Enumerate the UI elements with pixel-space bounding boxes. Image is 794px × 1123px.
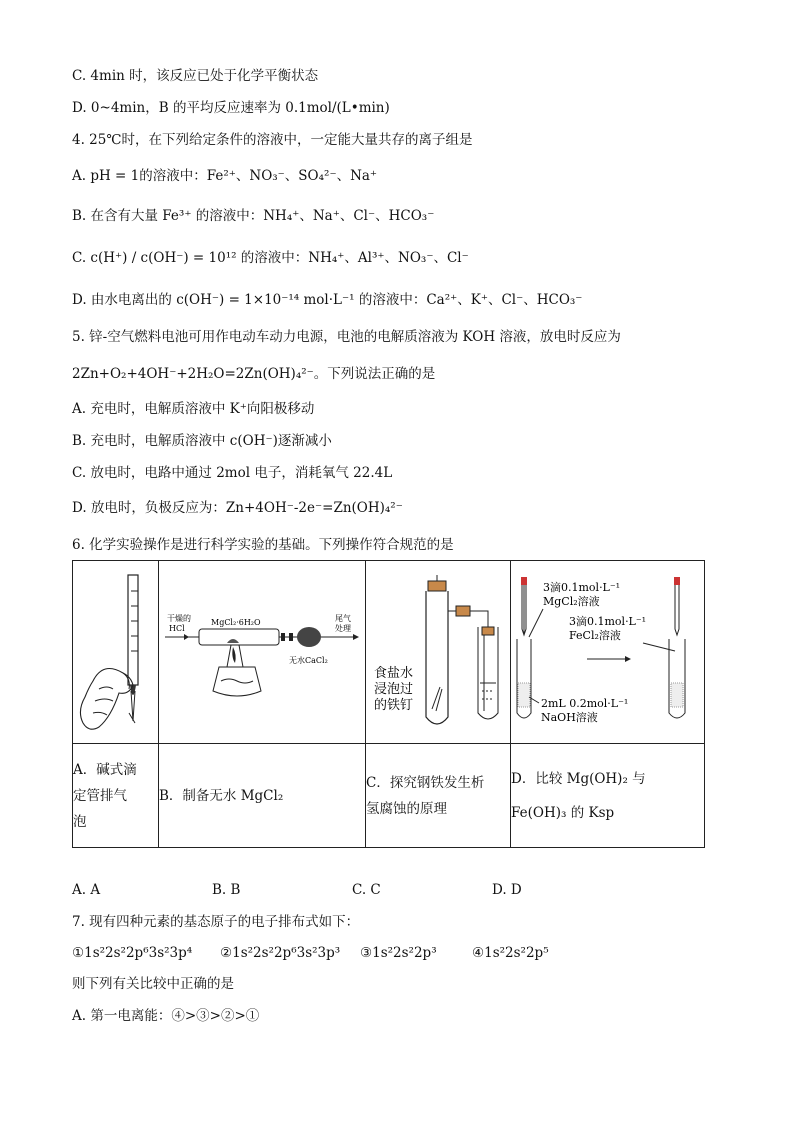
q5-stem: 5. 锌-空气燃料电池可用作电动车动力电源，电池的电解质溶液为 KOH 溶液，放电时反应为 <box>72 329 621 345</box>
corrosion-apparatus-illustration <box>366 561 511 739</box>
label-fecl2-solution: FeCl₂溶液 <box>569 629 621 642</box>
q5-option-a: A. 充电时，电解质溶液中 K⁺向阳极移动 <box>72 401 315 417</box>
q7-follow: 则下列有关比较中正确的是 <box>72 976 234 992</box>
ksp-comparison-illustration <box>511 561 705 739</box>
q5-option-c: C. 放电时，电路中通过 2mol 电子，消耗氧气 22.4L <box>72 465 393 481</box>
label-fe-drops: 3滴0.1mol·L⁻¹ <box>569 615 647 628</box>
figure-d-cell <box>511 561 705 744</box>
label-iron-nail: 的铁钉 <box>374 698 414 713</box>
mgcl2-apparatus-illustration <box>159 561 366 739</box>
q4-option-d: D. 由水电离出的 c(OH⁻) = 1×10⁻¹⁴ mol·L⁻¹ 的溶液中：Ca²⁺、K⁺、Cl⁻、HCO₃⁻ <box>72 292 583 308</box>
q6-stem: 6. 化学实验操作是进行科学实验的基础。下列操作符合规范的是 <box>72 537 454 553</box>
label-saltwater: 食盐水 <box>374 666 414 681</box>
q6-answer-options <box>72 882 632 898</box>
q6-answer-a: A. A <box>72 882 101 898</box>
label-soaked: 浸泡过 <box>374 682 414 697</box>
figure-b-cell <box>159 561 366 744</box>
q4-option-b: B. 在含有大量 Fe³⁺ 的溶液中：NH₄⁺、Na⁺、Cl⁻、HCO₃⁻ <box>72 208 435 224</box>
caption-d <box>511 744 705 848</box>
label-exhaust: 尾气 <box>335 614 351 623</box>
caption-c-line1: C．探究钢铁发生析 <box>366 774 485 791</box>
q7-config-1: ①1s²2s²2p⁶3s²3p⁴ <box>72 945 193 961</box>
q6-answer-d: D. D <box>492 882 522 898</box>
label-mgcl2-hydrate: MgCl₂·6H₂O <box>211 618 261 627</box>
q7-option-a: A. 第一电离能：④>③>②>① <box>72 1008 260 1024</box>
q7-config-3: ③1s²2s²2p³ <box>360 945 437 961</box>
q7-configurations <box>72 943 592 963</box>
figure-a-cell <box>73 561 159 744</box>
caption-b <box>159 744 366 848</box>
q5-equation: 2Zn+O₂+4OH⁻+2H₂O=2Zn(OH)₄²⁻。下列说法正确的是 <box>72 366 436 382</box>
caption-a-line1: A．碱式滴 <box>73 761 137 778</box>
caption-b-line1: B．制备无水 MgCl₂ <box>159 787 284 804</box>
label-dry: 干燥的 <box>167 614 191 623</box>
caption-a <box>73 744 159 848</box>
q3-option-d: D. 0~4min，B 的平均反应速率为 0.1mol/(L•min) <box>72 100 390 116</box>
q5-option-b: B. 充电时，电解质溶液中 c(OH⁻)逐渐减小 <box>72 433 332 449</box>
label-anhydrous-cacl2: 无水CaCl₂ <box>289 656 328 665</box>
caption-c <box>366 744 511 848</box>
q4-option-a: A. pH = 1的溶液中：Fe²⁺、NO₃⁻、SO₄²⁻、Na⁺ <box>72 168 378 184</box>
label-naoh-volume: 2mL 0.2mol·L⁻¹ <box>541 697 629 710</box>
q7-stem: 7. 现有四种元素的基态原子的电子排布式如下： <box>72 914 360 930</box>
label-mgcl2-solution: MgCl₂溶液 <box>543 595 600 608</box>
caption-a-line2: 定管排气 <box>73 787 127 804</box>
q7-config-2: ②1s²2s²2p⁶3s²3p³ <box>220 945 341 961</box>
figure-c-cell <box>366 561 511 744</box>
caption-d-line2: Fe(OH)₃ 的 Ksp <box>511 804 615 821</box>
caption-a-line3: 泡 <box>73 813 87 830</box>
q4-stem: 4. 25℃时，在下列给定条件的溶液中，一定能大量共存的离子组是 <box>72 132 473 148</box>
q4-option-c: C. c(H⁺) / c(OH⁻) = 10¹² 的溶液中：NH₄⁺、Al³⁺、NO₃⁻、Cl⁻ <box>72 250 469 266</box>
caption-d-line1: D．比较 Mg(OH)₂ 与 <box>511 770 646 787</box>
label-treatment: 处理 <box>335 624 351 633</box>
q7-config-4: ④1s²2s²2p⁵ <box>472 945 549 961</box>
label-hcl: HCl <box>169 624 185 633</box>
q5-option-d: D. 放电时，负极反应为：Zn+4OH⁻-2e⁻=Zn(OH)₄²⁻ <box>72 500 403 516</box>
q6-answer-c: C. C <box>352 882 381 898</box>
burette-hand-illustration <box>73 561 159 739</box>
q6-answer-b: B. B <box>212 882 241 898</box>
caption-c-line2: 氢腐蚀的原理 <box>366 800 447 817</box>
label-mg-drops: 3滴0.1mol·L⁻¹ <box>543 581 621 594</box>
label-naoh-solution: NaOH溶液 <box>541 711 598 724</box>
q6-figure-table <box>72 560 705 848</box>
q3-option-c: C. 4min 时，该反应已处于化学平衡状态 <box>72 68 319 84</box>
